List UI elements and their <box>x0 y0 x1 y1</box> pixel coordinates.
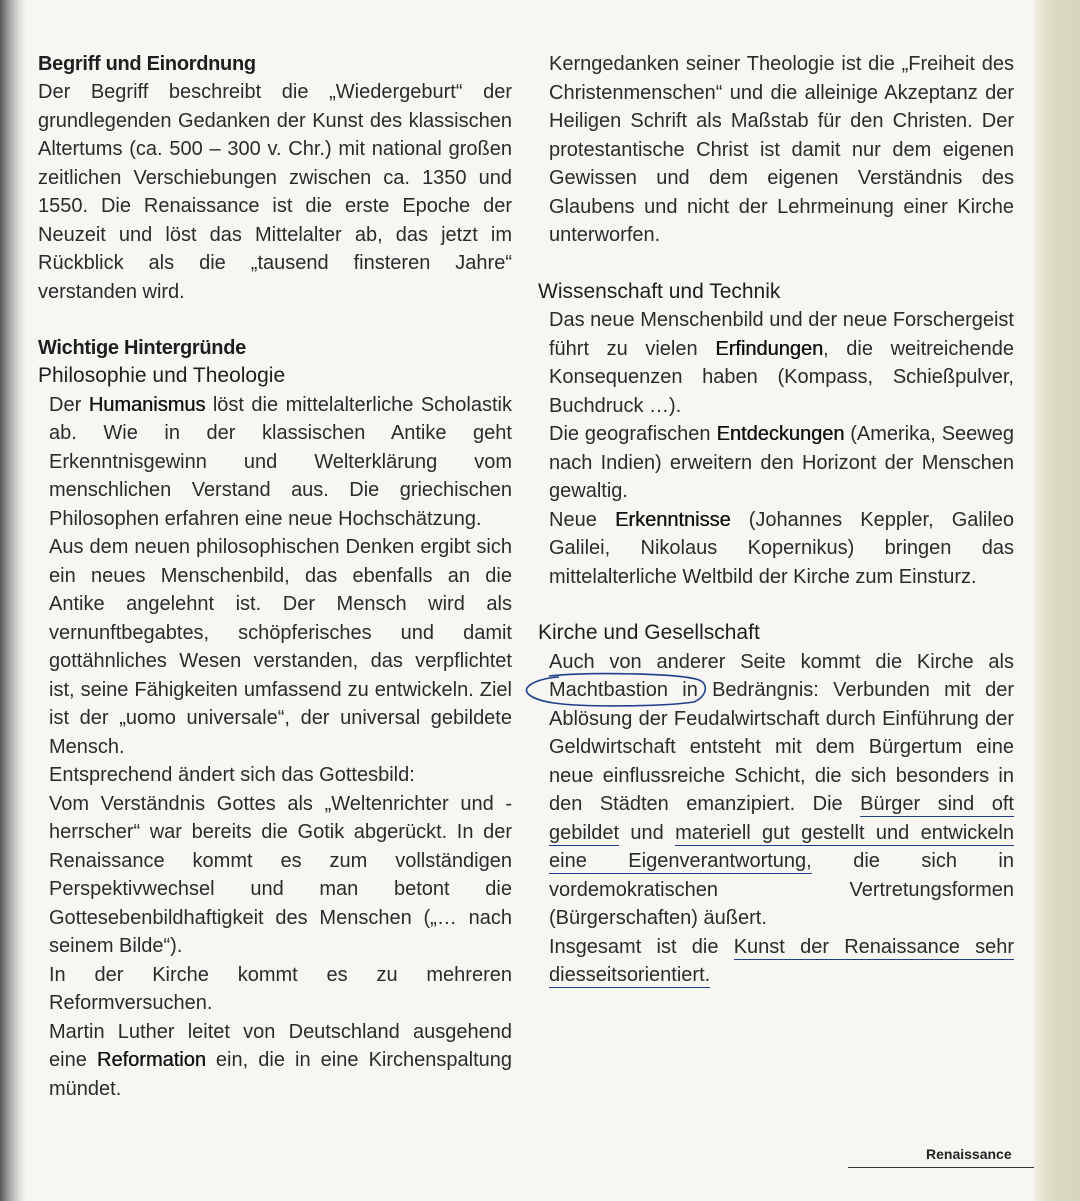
pen-circle-annotation <box>519 672 719 708</box>
paragraph-gottesbild-intro: Entsprechend ändert sich das Gottesbild: <box>49 764 415 786</box>
footer-chapter-label: Renaissance <box>926 1146 1012 1162</box>
wissenschaft-body <box>538 306 1014 591</box>
circled-machtbastion: Machtbastion <box>549 676 668 705</box>
heading-hintergruende: Wichtige Hintergründe <box>38 337 246 359</box>
keyword-entdeckungen: Entdeckungen <box>716 423 845 445</box>
page-edge-strip <box>1034 0 1080 1201</box>
left-column <box>38 50 512 1103</box>
subheading-philosophie: Philosophie und Theologie <box>38 364 286 387</box>
footer-rule <box>848 1167 1034 1168</box>
paragraph-reformversuche: In der Kirche kommt es zu mehreren Reformversuchen. <box>49 963 512 1014</box>
right-column <box>538 50 1014 990</box>
paragraph-gottesbild: Vom Verständnis Gottes als „Weltenrichter und -herrscher“ war bereits die Gotik abgerückt. In der Renaissance kommt es zum vollständigen Perspektivwechsel und man betont die Gottesebenbildhaftigkeit des Menschen („… nach seinem Bilde“). <box>49 792 512 957</box>
paragraph-menschenbild: Aus dem neuen philosophischen Denken ergibt sich ein neues Menschenbild, das ebenfalls an die Antike angelehnt ist. Der Mensch wird als vernunftbegabtes, schöpferisches und damit gottähnliches Wesen verstanden, das verpflichtet ist, seine Fähigkeiten umfassend zu entwickeln. Ziel ist der „uomo universale“, der universal gebildete Mensch. <box>49 536 512 758</box>
paragraph-erkenntnisse: Neue Erkenntnisse (Johannes Keppler, Galileo Galilei, Nikolaus Kopernikus) bringen das mittelalterliche Weltbild der Kirche zum Einsturz. <box>549 508 1015 588</box>
kirche-body <box>538 648 1014 990</box>
underlined-buerger-gebildet: Bürger sind oft gebildet <box>549 793 1014 844</box>
keyword-erkenntnisse: Erkenntnisse <box>614 508 731 531</box>
paragraph-diesseitsorientiert: Insgesamt ist die Kunst der Renaissance sehr diesseitsorientiert. <box>549 935 1014 986</box>
heading-wissenschaft: Wissenschaft und Technik <box>538 279 781 303</box>
paragraph-buergertum: Auch von anderer Seite kommt die Kirche als Machtbastion in Bedrängnis: Verbunden mit der Ablösung der Feudalwirtschaft durch Einführung der Geldwirtschaft entsteht mit dem Bürgertum eine neue einflussreiche Schicht, die sich besonders in den Städten emanzipiert. Die Bürger sind oft gebildet und materiell gut gestellt und entwickeln eine Eigenverantwortung, die sich in vordemokratischen Vertretungsformen (Bürgerschaften) äußert. <box>549 648 1014 933</box>
paragraph-entdeckungen: Die geografischen Entdeckungen (Amerika, Seeweg nach Indien) erweitern den Horizont der Menschen gewaltig. <box>549 423 1014 502</box>
paragraph-erfindungen: Das neue Menschenbild und der neue Forschergeist führt zu vielen Erfindungen, die weitreichende Konsequenzen haben (Kompass, Schießpulver, Buchdruck …). <box>549 309 1014 417</box>
luther-continuation <box>538 50 1014 250</box>
keyword-humanismus: Humanismus <box>88 393 206 416</box>
keyword-reformation: Reformation <box>96 1049 206 1071</box>
underlined-kunst-diesseits: Kunst der Renaissance sehr diesseitsorientiert. <box>549 935 1014 986</box>
heading-begriff: Begriff und Einordnung <box>38 53 256 75</box>
paragraph-theologie: Kerngedanken seiner Theologie ist die „Freiheit des Christenmenschen“ und die alleinige Akzeptanz der Heiligen Schrift als Maßstab für den Christen. Der protestantische Christ ist damit nur dem eigenen Gewissen und dem eigenen Verständnis des Glaubens und nicht der Lehrmeinung einer Kirche unterworfen. <box>549 53 1014 246</box>
philosophie-body <box>38 391 512 1104</box>
heading-kirche: Kirche und Gesellschaft <box>538 621 760 644</box>
paragraph-begriff: Der Begriff beschreibt die „Wiedergeburt“ der grundlegenden Gedanken der Kunst des klassischen Altertums (ca. 500 – 300 v. Chr.) mit national großen zeitlichen Verschiebungen zwischen ca. 1350 und 1550. Die Renaissance ist die erste Epoche der Neuzeit und löst das Mittelalter ab, das jetzt im Rückblick als die „tausend finsteren Jahre“ verstanden wird. <box>38 81 512 303</box>
page-gutter-shadow <box>0 0 26 1201</box>
keyword-erfindungen: Erfindungen <box>715 337 824 360</box>
underlined-eigenverantwortung: materiell gut gestellt und entwickeln eine Eigenverantwortung, <box>549 821 1014 872</box>
paragraph-luther: Martin Luther leitet von Deutschland ausgehend eine Reformation ein, die in eine Kirchenspaltung mündet. <box>49 1020 512 1100</box>
paragraph-humanismus: Der Humanismus löst die mittelalterliche Scholastik ab. Wie in der klassischen Antike geht Erkenntnisgewinn und Welterklärung vom menschlichen Verstand aus. Die griechischen Philosophen erfahren eine neue Hochschätzung. <box>49 393 512 530</box>
